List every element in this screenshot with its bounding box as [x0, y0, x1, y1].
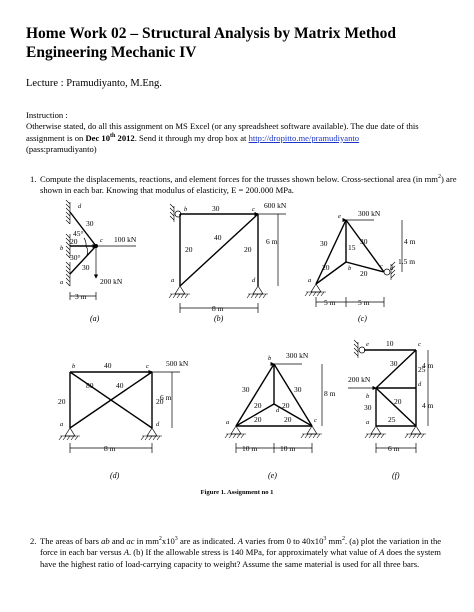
load-label: 200 kN	[100, 277, 123, 286]
lecturer-line: Lecture : Pramudiyanto, M.Eng.	[26, 78, 162, 89]
question-2-text: and	[109, 536, 127, 546]
node-label: b	[348, 265, 352, 272]
truss-d	[58, 359, 189, 480]
question-2-text: mm	[326, 536, 342, 546]
question-2-bar: ac	[126, 536, 135, 546]
question-2-var: A	[237, 536, 243, 546]
node-label: c	[380, 263, 383, 270]
question-2-text: . (b) If the allowable stress is 140 MPa, for approximately what value of	[129, 547, 380, 558]
bar-area: 10	[386, 339, 394, 348]
bar-area: 20	[254, 401, 262, 410]
bar-area: 40	[214, 233, 222, 242]
bar-area: 20	[185, 245, 193, 254]
question-number: 1.	[30, 174, 37, 184]
bar-area: 30	[364, 403, 372, 412]
dimension-label: 8 m	[324, 389, 336, 398]
dimension-label: 1.5 m	[398, 257, 416, 266]
node-label: b	[72, 363, 76, 370]
bar-area: 30	[82, 263, 90, 272]
sub-figure-tag: (e)	[268, 471, 277, 480]
dimension-label: 6 m	[266, 237, 278, 246]
node-label: c	[314, 417, 317, 424]
load-label: 100 kN	[114, 235, 137, 244]
question-2-text: in mm	[134, 536, 159, 546]
angle-label: 30°	[70, 253, 81, 262]
dimension-label: 8 m	[104, 444, 116, 453]
node-label: d	[78, 203, 82, 210]
truss-diagrams	[56, 198, 436, 488]
node-label: b	[60, 245, 64, 252]
load-label: 300 kN	[286, 351, 309, 360]
due-date	[85, 133, 134, 143]
bar-area: 30	[242, 385, 250, 394]
truss-c	[305, 209, 416, 323]
node-label: d	[418, 381, 422, 388]
title-line-2: Engineering Mechanic IV	[26, 44, 197, 61]
bar-area: 20	[282, 401, 290, 410]
truss-e	[225, 351, 336, 480]
angle-label: 45°	[73, 229, 84, 238]
dimension-label: 4 m	[422, 401, 434, 410]
node-label: d	[390, 265, 394, 272]
question-2-text: The areas of bars	[40, 536, 102, 546]
title-line-1: Home Work 02 – Structural Analysis by Matrix Method	[26, 25, 396, 42]
question-2-var: A	[123, 547, 129, 558]
question-2-sup: 3	[323, 536, 327, 543]
question-2-text: does the system have the highest ratio of load-carrying capacity to weight? Assume the same material is used for all three bars.	[40, 547, 441, 569]
document-title	[26, 24, 456, 62]
node-label: c	[100, 237, 103, 244]
question-2-text: varies from 0 to 40x10	[242, 536, 324, 546]
bar-area: 20	[58, 397, 66, 406]
dimension-label: 3 m	[75, 292, 87, 301]
sub-figure-tag: (c)	[358, 314, 367, 323]
question-2-var: A	[379, 547, 385, 558]
load-label: 200 kN	[348, 375, 371, 384]
instruction-block	[26, 110, 456, 156]
node-label: a	[60, 279, 64, 286]
node-label: b	[268, 355, 272, 362]
instruction-text-part: . Send it through my drop box at	[134, 132, 249, 143]
bar-area: 20	[70, 237, 78, 246]
due-date-year: 2012	[115, 132, 135, 143]
load-label: 600 kN	[264, 201, 287, 210]
bar-area: 20	[360, 269, 368, 278]
node-label: b	[366, 393, 370, 400]
instruction-heading: Instruction :	[26, 110, 68, 120]
dimension-label: 5 m	[358, 298, 370, 307]
bar-area: 25	[388, 415, 396, 424]
dropbox-password: (pass:pramudiyanto)	[26, 144, 97, 155]
dimension-label: 6 m	[160, 393, 172, 402]
node-label: a	[171, 277, 175, 284]
question-1-text: Compute the displacements, reactions, and element forces for the trusses shown below. Cross-sectional area (in mm	[40, 174, 438, 184]
bar-area: 40	[116, 381, 124, 390]
question-2-sup: 3	[174, 536, 178, 543]
sub-figure-tag: (d)	[110, 471, 120, 480]
question-2-text: . (a) plot the variation in the force in each bar versus	[40, 536, 442, 558]
truss-f	[348, 339, 434, 480]
dimension-label: 4 m	[404, 237, 416, 246]
dimension-label: 10 m	[242, 444, 258, 453]
question-1	[30, 174, 458, 197]
node-label: d	[156, 421, 160, 428]
node-label: e	[366, 341, 369, 348]
bar-area: 20	[284, 415, 292, 424]
bar-area: 30	[320, 239, 328, 248]
node-label: a	[308, 277, 312, 284]
node-label: b	[184, 206, 188, 213]
bar-area: 20	[244, 245, 252, 254]
bar-area: 30	[212, 204, 220, 213]
question-2-bar: ab	[101, 536, 110, 546]
sub-figure-tag: (a)	[90, 314, 100, 323]
bar-area: 15	[348, 243, 356, 252]
bar-area: 25	[418, 365, 426, 374]
bar-area: 20	[254, 415, 262, 424]
bar-area: 20	[394, 397, 402, 406]
question-2-text: are as indicated.	[177, 536, 238, 546]
question-2-sup: 2	[158, 536, 162, 543]
question-number: 2.	[30, 536, 37, 546]
truss-figure	[56, 198, 436, 488]
load-label: 300 kN	[358, 209, 381, 218]
node-label: a	[226, 419, 230, 426]
instruction-text-part: Otherwise stated, do all this assignment on MS Excel (or any spreadsheet software available). The due date of this assignment is on	[26, 121, 419, 143]
node-label: d	[252, 277, 256, 284]
bar-area: 20	[322, 263, 330, 272]
bar-area: 30	[390, 359, 398, 368]
truss-a	[60, 200, 137, 323]
dimension-label: 10 m	[280, 444, 296, 453]
dimension-label: 5 m	[324, 298, 336, 307]
due-date-suffix: th	[110, 132, 116, 139]
dimension-label: 8 m	[212, 304, 224, 313]
node-label: e	[338, 213, 341, 220]
node-label: c	[252, 206, 255, 213]
question-2-sup: 2	[341, 536, 345, 543]
instruction-text	[26, 121, 456, 155]
bar-area: 30	[294, 385, 302, 394]
dropbox-link[interactable]: http://dropitto.me/pramudiyanto	[248, 132, 360, 143]
node-label: a	[366, 419, 370, 426]
node-label: a	[60, 421, 64, 428]
figure-caption: Figure 1. Assignment no 1	[200, 489, 274, 496]
bar-area: 40	[104, 361, 112, 370]
bar-area: 30	[360, 237, 368, 246]
bar-area: 30	[86, 219, 94, 228]
question-1-sup: 2	[438, 174, 442, 181]
truss-b	[169, 201, 287, 323]
due-date-day: Dec 10	[85, 132, 111, 143]
dimension-label: 4 m	[422, 361, 434, 370]
load-label: 500 kN	[166, 359, 189, 368]
bar-area: 80	[86, 381, 94, 390]
question-2-text: x10	[161, 536, 175, 546]
node-label: c	[418, 341, 421, 348]
sub-figure-tag: (f)	[392, 471, 400, 480]
dimension-label: 6 m	[388, 444, 400, 453]
question-2	[30, 536, 458, 570]
sub-figure-tag: (b)	[214, 314, 224, 323]
node-label: d	[276, 407, 280, 414]
bar-area: 20	[156, 397, 164, 406]
node-label: c	[146, 363, 149, 370]
question-1-text: ) are shown in each bar. Knowing that modulus of elasticity, E = 200.000 MPa.	[40, 174, 457, 196]
